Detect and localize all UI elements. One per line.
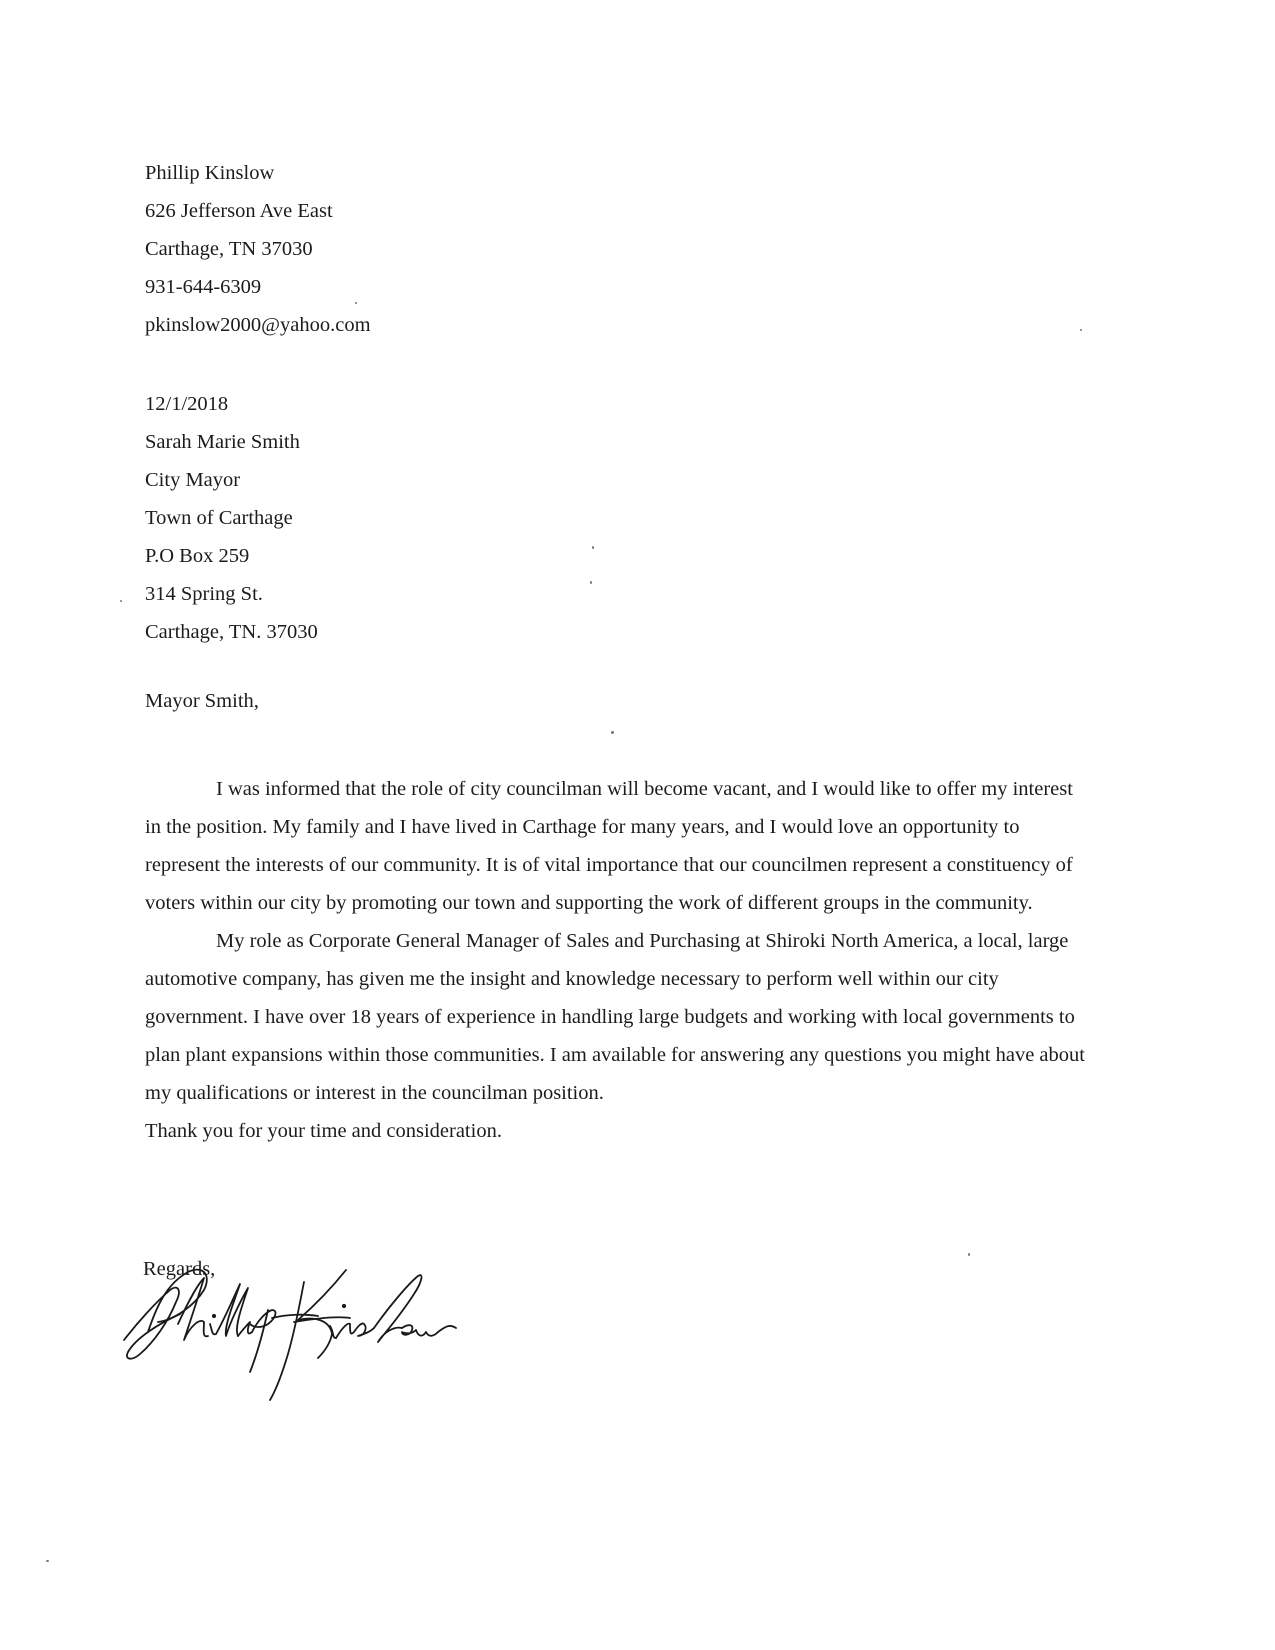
scan-speck bbox=[592, 546, 594, 549]
recipient-title: City Mayor bbox=[145, 469, 241, 491]
sender-phone: 931-644-6309 bbox=[145, 276, 262, 298]
scan-speck bbox=[1080, 329, 1082, 331]
scan-speck bbox=[120, 600, 122, 602]
body-paragraph-2: My role as Corporate General Manager of Sales and Purchasing at Shiroki North America, a local, large automotive company, has given me the insight and knowledge necessary to perform well within our city government. I have over 18 years of experience in handling large budgets and working with local governments to plan plant expansions within those communities. I am available for answering any questions you might have about my qualifications or interest in the councilman position. bbox=[145, 930, 1085, 1104]
scan-speck bbox=[46, 1560, 49, 1562]
scan-speck bbox=[590, 581, 592, 584]
sender-name: Phillip Kinslow bbox=[145, 162, 275, 184]
scan-speck bbox=[355, 302, 357, 304]
sender-city-state-zip: Carthage, TN 37030 bbox=[145, 238, 313, 260]
scan-speck bbox=[611, 731, 614, 734]
recipient-name: Sarah Marie Smith bbox=[145, 431, 300, 453]
sender-street: 626 Jefferson Ave East bbox=[145, 200, 333, 222]
recipient-organization: Town of Carthage bbox=[145, 507, 293, 529]
closing-regards: Regards, bbox=[143, 1258, 216, 1280]
letter-date: 12/1/2018 bbox=[145, 393, 229, 415]
recipient-po-box: P.O Box 259 bbox=[145, 545, 250, 567]
body-paragraph-1: I was informed that the role of city councilman will become vacant, and I would like to offer my interest in the position. My family and I have lived in Carthage for many years, and I would love an opportunity to represent the interests of our community. It is of vital importance that our councilmen represent a constituency of voters within our city by promoting our town and supporting the work of different groups in the community. bbox=[145, 778, 1073, 914]
sender-address-block bbox=[145, 154, 371, 344]
recipient-city-state-zip: Carthage, TN. 37030 bbox=[145, 621, 318, 643]
letter-body bbox=[145, 770, 1085, 1150]
recipient-street: 314 Spring St. bbox=[145, 583, 263, 605]
scan-speck bbox=[968, 1253, 970, 1256]
recipient-address-block bbox=[145, 385, 318, 651]
handwritten-signature bbox=[118, 1262, 478, 1432]
sender-email: pkinslow2000@yahoo.com bbox=[145, 314, 371, 336]
thanks-line: Thank you for your time and consideration. bbox=[145, 1120, 502, 1142]
salutation: Mayor Smith, bbox=[145, 690, 259, 712]
